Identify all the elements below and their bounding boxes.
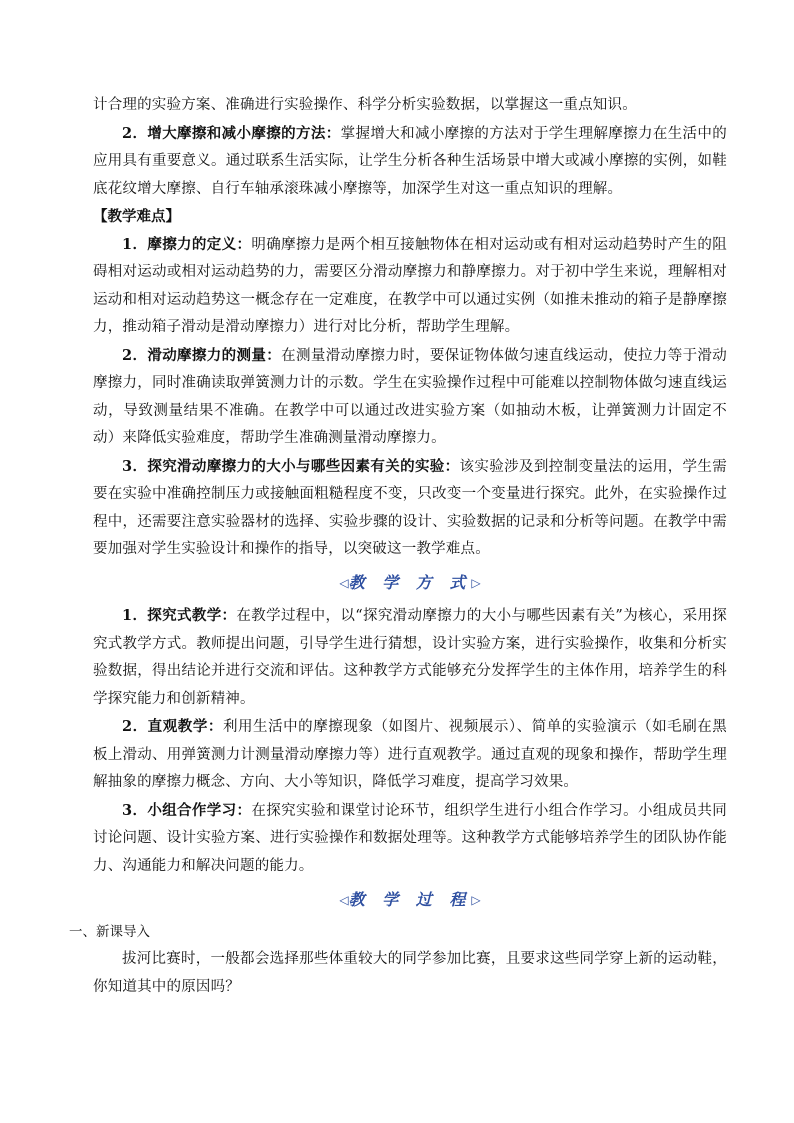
section-heading-teaching-process xyxy=(93,886,727,913)
method-1 xyxy=(93,602,727,713)
difficulty-title: 3．探究滑动摩擦力的大小与哪些因素有关的实验： xyxy=(122,457,460,475)
difficulty-title: 1．摩擦力的定义： xyxy=(122,235,252,253)
page-content xyxy=(69,92,727,1001)
right-triangle-icon: ▷ xyxy=(471,892,481,907)
left-triangle-icon: ◁ xyxy=(339,576,349,590)
paragraph-text: 在探究实验和课堂讨论环节，组织学生进行小组合作学习。小组成员共同讨论问题、设计实验方案、进行实验操作和数据处理等。这种教学方式能够培养学生的团队协作能力、沟通能力和解决问题的能力。 xyxy=(93,802,727,874)
difficulty-1 xyxy=(93,231,727,342)
method-title: 3．小组合作学习： xyxy=(122,801,252,819)
paragraph-text: 在教学过程中，以“探究滑动摩擦力的大小与哪些因素有关”为核心，采用探究式教学方式。教师提出问题，引导学生进行猜想，设计实验方案，进行实验操作，收集和分析实验数据，得出结论并进行交流和评估。这种教学方式能够充分发挥学生的主体作用，培养学生的科学探究能力和创新精神。 xyxy=(93,608,727,707)
difficulty-3 xyxy=(93,453,727,564)
paragraph-continuation xyxy=(93,92,727,120)
part-heading-intro: 一、新课导入 xyxy=(69,923,150,940)
key-point-2 xyxy=(93,120,727,204)
section-title: 教 学 方 式 xyxy=(348,573,472,592)
paragraph-text: 明确摩擦力是两个相互接触物体在相对运动或有相对运动趋势时产生的阻碍相对运动或相对运动趋势的力，需要区分滑动摩擦力和静摩擦力。对于初中学生来说，理解相对运动和相对运动趋势这一概念存在一定难度，在教学中可以通过实例（如推未推动的箱子是静摩擦力，推动箱子滑动是滑动摩擦力）进行对比分析，帮助学生理解。 xyxy=(93,236,727,335)
key-point-title: 2．增大摩擦和减小摩擦的方法： xyxy=(122,124,341,142)
left-triangle-icon: ◁ xyxy=(339,892,349,907)
paragraph-text: 在测量滑动摩擦力时，要保证物体做匀速直线运动，使拉力等于滑动摩擦力，同时准确读取弹簧测力计的示数。学生在实验操作过程中可能难以控制物体做匀速直线运动，导致测量结果不准确。在教学中可以通过改进实验方案（如抽动木板，让弹簧测力计固定不动）来降低实验难度，帮助学生准确测量滑动摩擦力。 xyxy=(93,347,727,446)
method-2 xyxy=(93,713,727,797)
right-triangle-icon: ▷ xyxy=(471,576,481,590)
section-title: 教 学 过 程 xyxy=(348,889,472,909)
paragraph-text: 利用生活中的摩擦现象（如图片、视频展示）、简单的实验演示（如毛刷在黑板上滑动、用弹簧测力计测量滑动摩擦力等）进行直观教学。通过直观的现象和操作，帮助学生理解抽象的摩擦力概念、方向、大小等知识，降低学习难度，提高学习效果。 xyxy=(93,719,727,790)
paragraph-text: 掌握增大和减小摩擦的方法对于学生理解摩擦力在生活中的应用具有重要意义。通过联系生活实际，让学生分析各种生活场景中增大或减小摩擦的实例，如鞋底花纹增大摩擦、自行车轴承滚珠减小摩擦等，加深学生对这一重点知识的理解。 xyxy=(93,125,727,197)
method-3 xyxy=(93,797,727,881)
difficulty-heading: 【教学难点】 xyxy=(93,208,180,225)
method-title: 1．探究式教学： xyxy=(122,607,237,624)
paragraph-text: 计合理的实验方案、准确进行实验操作、科学分析实验数据，以掌握这一重点知识。 xyxy=(93,97,637,113)
intro-paragraph xyxy=(93,946,727,1001)
difficulty-title: 2．滑动摩擦力的测量： xyxy=(122,346,282,364)
paragraph-text: 拔河比赛时，一般都会选择那些体重较大的同学参加比赛，且要求这些同学穿上新的运动鞋，你知道其中的原因吗？ xyxy=(93,951,727,995)
method-title: 2．直观教学： xyxy=(122,718,223,735)
difficulty-2 xyxy=(93,342,727,453)
paragraph-text: 该实验涉及到控制变量法的运用，学生需要在实验中准确控制压力或接触面粗糙程度不变，只改变一个变量进行探究。此外，在实验操作过程中，还需要注意实验器材的选择、实验步骤的设计、实验数据的记录和分析等问题。在教学中需要加强对学生实验设计和操作的指导，以突破这一教学难点。 xyxy=(93,458,727,557)
section-heading-teaching-methods xyxy=(93,570,727,597)
